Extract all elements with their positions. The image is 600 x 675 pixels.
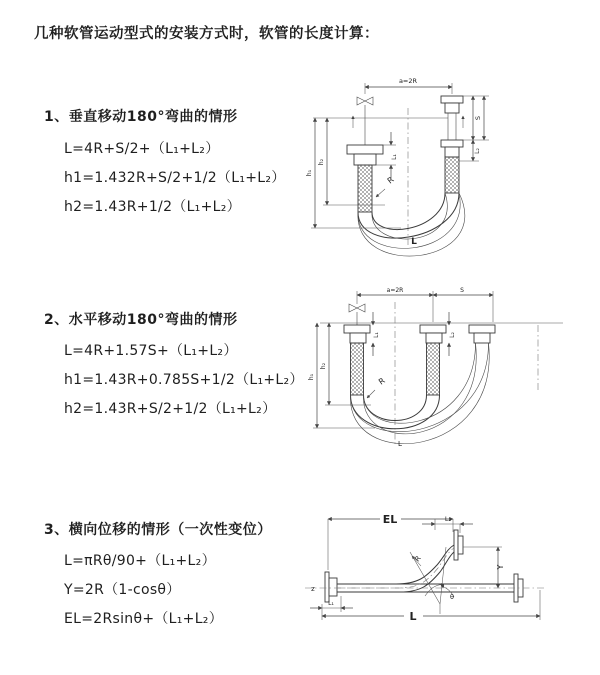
d3-label-l2: L₂ — [444, 515, 452, 523]
d2-right-neck — [474, 333, 490, 343]
section-1-formula-h1: h1=1.432R+S/2+1/2（L₁+L₂） — [64, 170, 286, 186]
d1-label-h2: h₂ — [318, 158, 325, 166]
d3-curved-hose-centerline — [337, 548, 454, 588]
d2-label-a2r: a=2R — [386, 287, 404, 294]
page-title: 几种软管运动型式的安装方式时，软管的长度计算： — [34, 26, 379, 42]
d2-label-l: L — [398, 440, 402, 448]
d3-left-flange-plate — [325, 572, 329, 602]
d3-curved-hose-bottom — [337, 552, 454, 592]
section-3-formula-Y: Y=2R（1-cosθ） — [64, 582, 181, 598]
d1-right-flange-lower — [441, 140, 463, 147]
d3-radius-line — [410, 552, 440, 604]
d3-upper-flange-plate — [454, 530, 458, 560]
d1-right-braid — [445, 157, 459, 193]
d2-label-r: R — [376, 376, 387, 387]
d1-left-neck — [354, 154, 376, 165]
section-2-formula-h2: h2=1.43R+S/2+1/2（L₁+L₂） — [64, 401, 277, 417]
d2-left-braid — [351, 343, 364, 395]
d1-label-l2: L₂ — [474, 148, 481, 154]
d3-left-flange-hub — [329, 578, 337, 596]
d3-label-y: Y — [496, 564, 505, 570]
d1-right-neck-lower — [445, 147, 459, 157]
d2-hose-envelope2 — [363, 343, 476, 434]
d1-label-l: L — [411, 237, 417, 247]
d2-label-l2: L₂ — [449, 332, 456, 338]
d2-valve-icon — [349, 304, 365, 312]
section-1-formula-h2: h2=1.43R+1/2（L₁+L₂） — [64, 199, 241, 215]
d3-label-r: R — [413, 554, 423, 564]
d1-label-h1: h₁ — [306, 169, 313, 177]
d3-label-z: z — [311, 585, 315, 593]
diagram-horizontal-180-bend — [305, 282, 575, 467]
d2-left-flange — [344, 325, 370, 333]
d1-hose-alt2 — [372, 193, 447, 239]
section-3-formula-L: L=πRθ/90+（L₁+L₂） — [64, 553, 216, 569]
d1-valve-icon — [357, 97, 373, 105]
d2-label-s: S — [460, 287, 464, 294]
d1-hose-inner — [372, 193, 445, 230]
d3-label-el: EL — [382, 513, 398, 526]
d1-right-neck-upper — [445, 103, 459, 113]
d1-label-l1: L₁ — [391, 154, 398, 160]
d1-r-leader — [376, 189, 385, 197]
d3-curved-hose-top — [337, 545, 454, 584]
d1-label-a2r: a=2R — [398, 77, 418, 85]
d1-right-flange-upper — [441, 96, 463, 103]
d2-label-h1: h₁ — [308, 373, 315, 381]
d1-hose-alt1 — [358, 193, 460, 248]
d2-left-neck — [350, 333, 366, 343]
d3-label-l: L — [409, 610, 417, 623]
section-1-formula-L: L=4R+S/2+（L₁+L₂） — [64, 141, 220, 157]
d2-middle-neck — [426, 333, 442, 343]
d3-label-l1: L₁ — [328, 600, 334, 607]
diagram-vertical-180-bend — [305, 70, 570, 265]
d1-label-s: S — [474, 115, 482, 121]
section-3-formula-EL: EL=2Rsinθ+（L₁+L₂） — [64, 611, 224, 627]
d3-upper-flange-hub — [458, 536, 463, 554]
d3-vertical-line — [440, 547, 446, 604]
d2-label-l1: L₁ — [373, 332, 380, 338]
section-2-formula-h1: h1=1.43R+0.785S+1/2（L₁+L₂） — [64, 372, 304, 388]
section-2-formula-L: L=4R+1.57S+（L₁+L₂） — [64, 343, 238, 359]
diagram-lateral-displacement — [300, 500, 600, 655]
d2-r-leader — [367, 390, 375, 398]
section-2-heading: 2、水平移动180°弯曲的情形 — [44, 312, 238, 328]
d2-middle-braid — [427, 343, 440, 395]
d2-right-flange — [469, 325, 495, 333]
d1-left-flange — [347, 145, 383, 154]
section-3-heading: 3、横向位移的情形（一次性变位） — [44, 522, 272, 538]
d2-middle-flange — [420, 325, 446, 333]
d2-hose-shifted-outer — [351, 343, 489, 432]
d1-label-r: R — [385, 175, 396, 186]
d2-label-h2: h₂ — [320, 362, 327, 370]
d3-label-theta: θ — [450, 593, 454, 601]
section-1-heading: 1、垂直移动180°弯曲的情形 — [44, 109, 238, 125]
